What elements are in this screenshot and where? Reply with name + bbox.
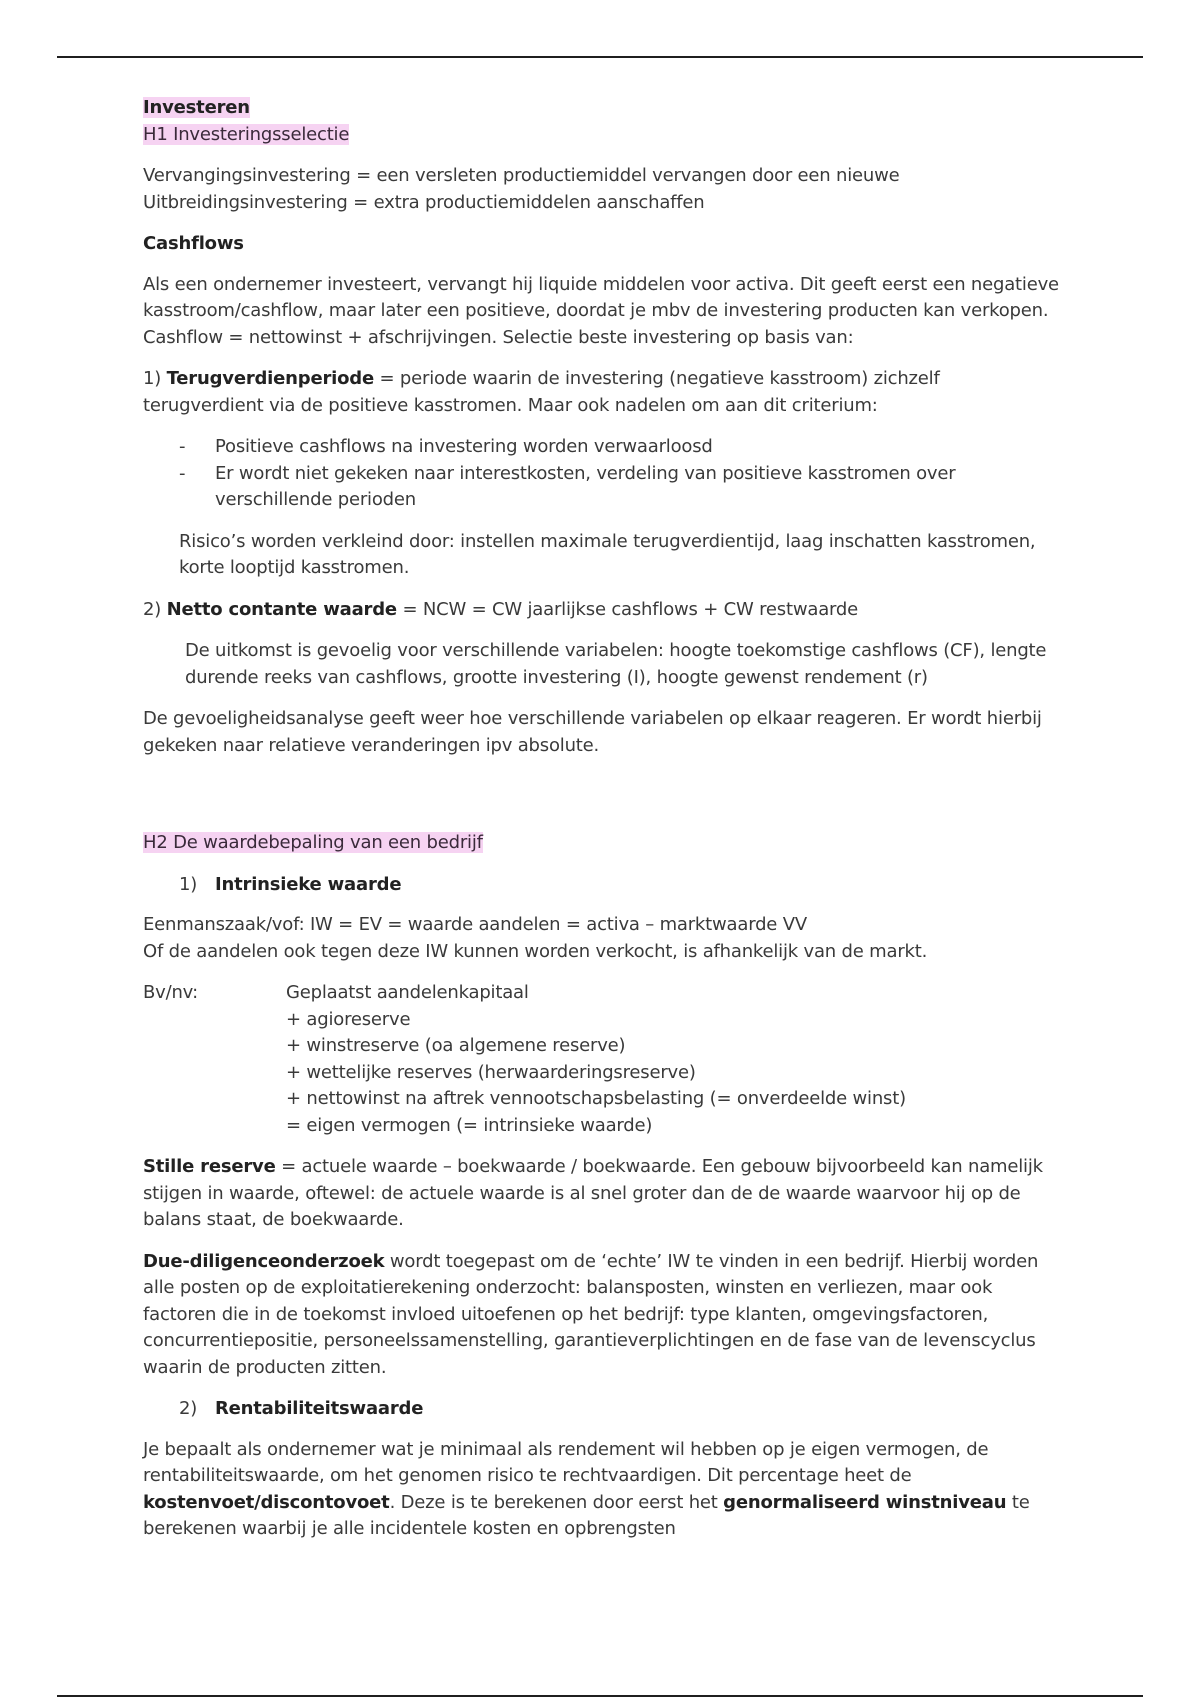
paragraph-risico: Risico’s worden verkleind door: instellen maximale terugverdientijd, laag inschatten kasstromen, korte looptijd kasstromen. bbox=[179, 530, 1036, 578]
list-item: - Er wordt niet gekeken naar interestkosten, verdeling van positieve kasstromen over verschillende perioden bbox=[179, 461, 1063, 514]
bvnv-lines bbox=[286, 980, 906, 1139]
paragraph-rentabiliteitswaarde: Je bepaalt als ondernemer wat je minimaal als rendement wil hebben op je eigen vermogen, de rentabiliteitswaarde, om het genomen risico te rechtvaardigen. Dit percentage heet de kostenvoet/discontovoet. Deze is te berekenen door eerst het genormaliseerd winstniveau te berekenen waarbij je alle incidentele kosten en opbrengsten bbox=[143, 1438, 1030, 1539]
calc-line: Geplaatst aandelenkapitaal bbox=[286, 982, 529, 1003]
list-item: - Positieve cashflows na investering worden verwaarloosd bbox=[179, 434, 1063, 461]
term-stille-reserve: Stille reserve bbox=[143, 1156, 276, 1177]
calc-line: + wettelijke reserves (herwaarderingsreserve) bbox=[286, 1061, 696, 1083]
paragraph-uitkomst: De uitkomst is gevoelig voor verschillende variabelen: hoogte toekomstige cashflows (CF), lengte durende reeks van cashflows, grootte investering (I), hoogte gewenst rendement (r) bbox=[185, 640, 1047, 688]
document-body bbox=[143, 95, 1063, 1558]
doc-title: Investeren bbox=[143, 97, 250, 118]
section-h2: H2 De waardebepaling van een bedrijf bbox=[143, 832, 483, 853]
paragraph-due-diligence: Due-diligenceonderzoek wordt toegepast om de ‘echte’ IW te vinden in een bedrijf. Hierbij worden alle posten op de exploitatierekening onderzocht: balansposten, winsten en verliezen, maar ook factoren die in de toekomst invloed uitoefenen op het bedrijf: type klanten, omgevingsfactoren, concurrentiepositie, personeelssamenstelling, garantieverplichtingen en de fase van de levenscyclus waarin de producten zitten. bbox=[143, 1250, 1039, 1378]
calc-line: = eigen vermogen (= intrinsieke waarde) bbox=[286, 1114, 653, 1136]
paragraph-ncw: 2) Netto contante waarde = NCW = CW jaarlijkse cashflows + CW restwaarde bbox=[143, 598, 859, 620]
vervanging-line: Vervangingsinvestering = een versleten productiemiddel vervangen door een nieuwe bbox=[143, 165, 900, 186]
section-h1: H1 Investeringsselectie bbox=[143, 123, 350, 145]
uitbreiding-line: Uitbreidingsinvestering = extra productiemiddelen aanschaffen bbox=[143, 191, 705, 213]
paragraph-gevoeligheid: De gevoeligheidsanalyse geeft weer hoe verschillende variabelen op elkaar reageren. Er wordt hierbij gekeken naar relatieve veranderingen ipv absolute. bbox=[143, 708, 1042, 756]
paragraph-terugverdienperiode: 1) Terugverdienperiode = periode waarin de investering (negatieve kasstroom) zichzelf terugverdient via de positieve kasstromen. Maar ook nadelen om aan dit criterium: bbox=[143, 368, 940, 416]
paragraph-investment-types bbox=[143, 163, 1063, 216]
term-ncw: Netto contante waarde bbox=[166, 598, 397, 620]
header-rule bbox=[57, 56, 1143, 58]
cashflows-heading: Cashflows bbox=[143, 233, 244, 254]
term-kostenvoet: kostenvoet/discontovoet bbox=[143, 1491, 390, 1513]
term-due-diligence: Due-diligenceonderzoek bbox=[143, 1250, 385, 1272]
paragraph-stille-reserve: Stille reserve = actuele waarde – boekwaarde / boekwaarde. Een gebouw bijvoorbeeld kan namelijk stijgen in waarde, oftewel: de actuele waarde is al snel groter dan de de waarde waarvoor hij op de balans staat, de boekwaarde. bbox=[143, 1156, 1043, 1230]
disadvantages-list bbox=[143, 434, 1063, 514]
bvnv-label: Bv/nv: bbox=[143, 982, 199, 1003]
calc-line: + winstreserve (oa algemene reserve) bbox=[286, 1035, 626, 1056]
term-terugverdienperiode: Terugverdienperiode bbox=[166, 368, 374, 389]
paragraph-eenmanszaak: Eenmanszaak/vof: IW = EV = waarde aandelen = activa – marktwaarde VV Of de aandelen ook tegen deze IW kunnen worden verkocht, is afhankelijk van de markt. bbox=[143, 914, 928, 962]
term-genormaliseerd-winstniveau: genormaliseerd winstniveau bbox=[723, 1491, 1007, 1513]
bvnv-calculation bbox=[143, 980, 1063, 1139]
paragraph-cashflows: Als een ondernemer investeert, vervangt hij liquide middelen voor activa. Dit geeft eerst een negatieve kasstroom/cashflow, maar later een positieve, doordat je mbv de investering producten kan verkopen. Cashflow = nettowinst + afschrijvingen. Selectie beste investering op basis van: bbox=[143, 273, 1059, 348]
footer-rule bbox=[57, 1695, 1143, 1697]
subheading-intrinsieke-waarde: 1) Intrinsieke waarde bbox=[179, 873, 402, 895]
calc-line: + agioreserve bbox=[286, 1008, 411, 1030]
calc-line: + nettowinst na aftrek vennootschapsbelasting (= onverdeelde winst) bbox=[286, 1088, 906, 1109]
subheading-rentabiliteitswaarde: 2) Rentabiliteitswaarde bbox=[179, 1398, 424, 1419]
